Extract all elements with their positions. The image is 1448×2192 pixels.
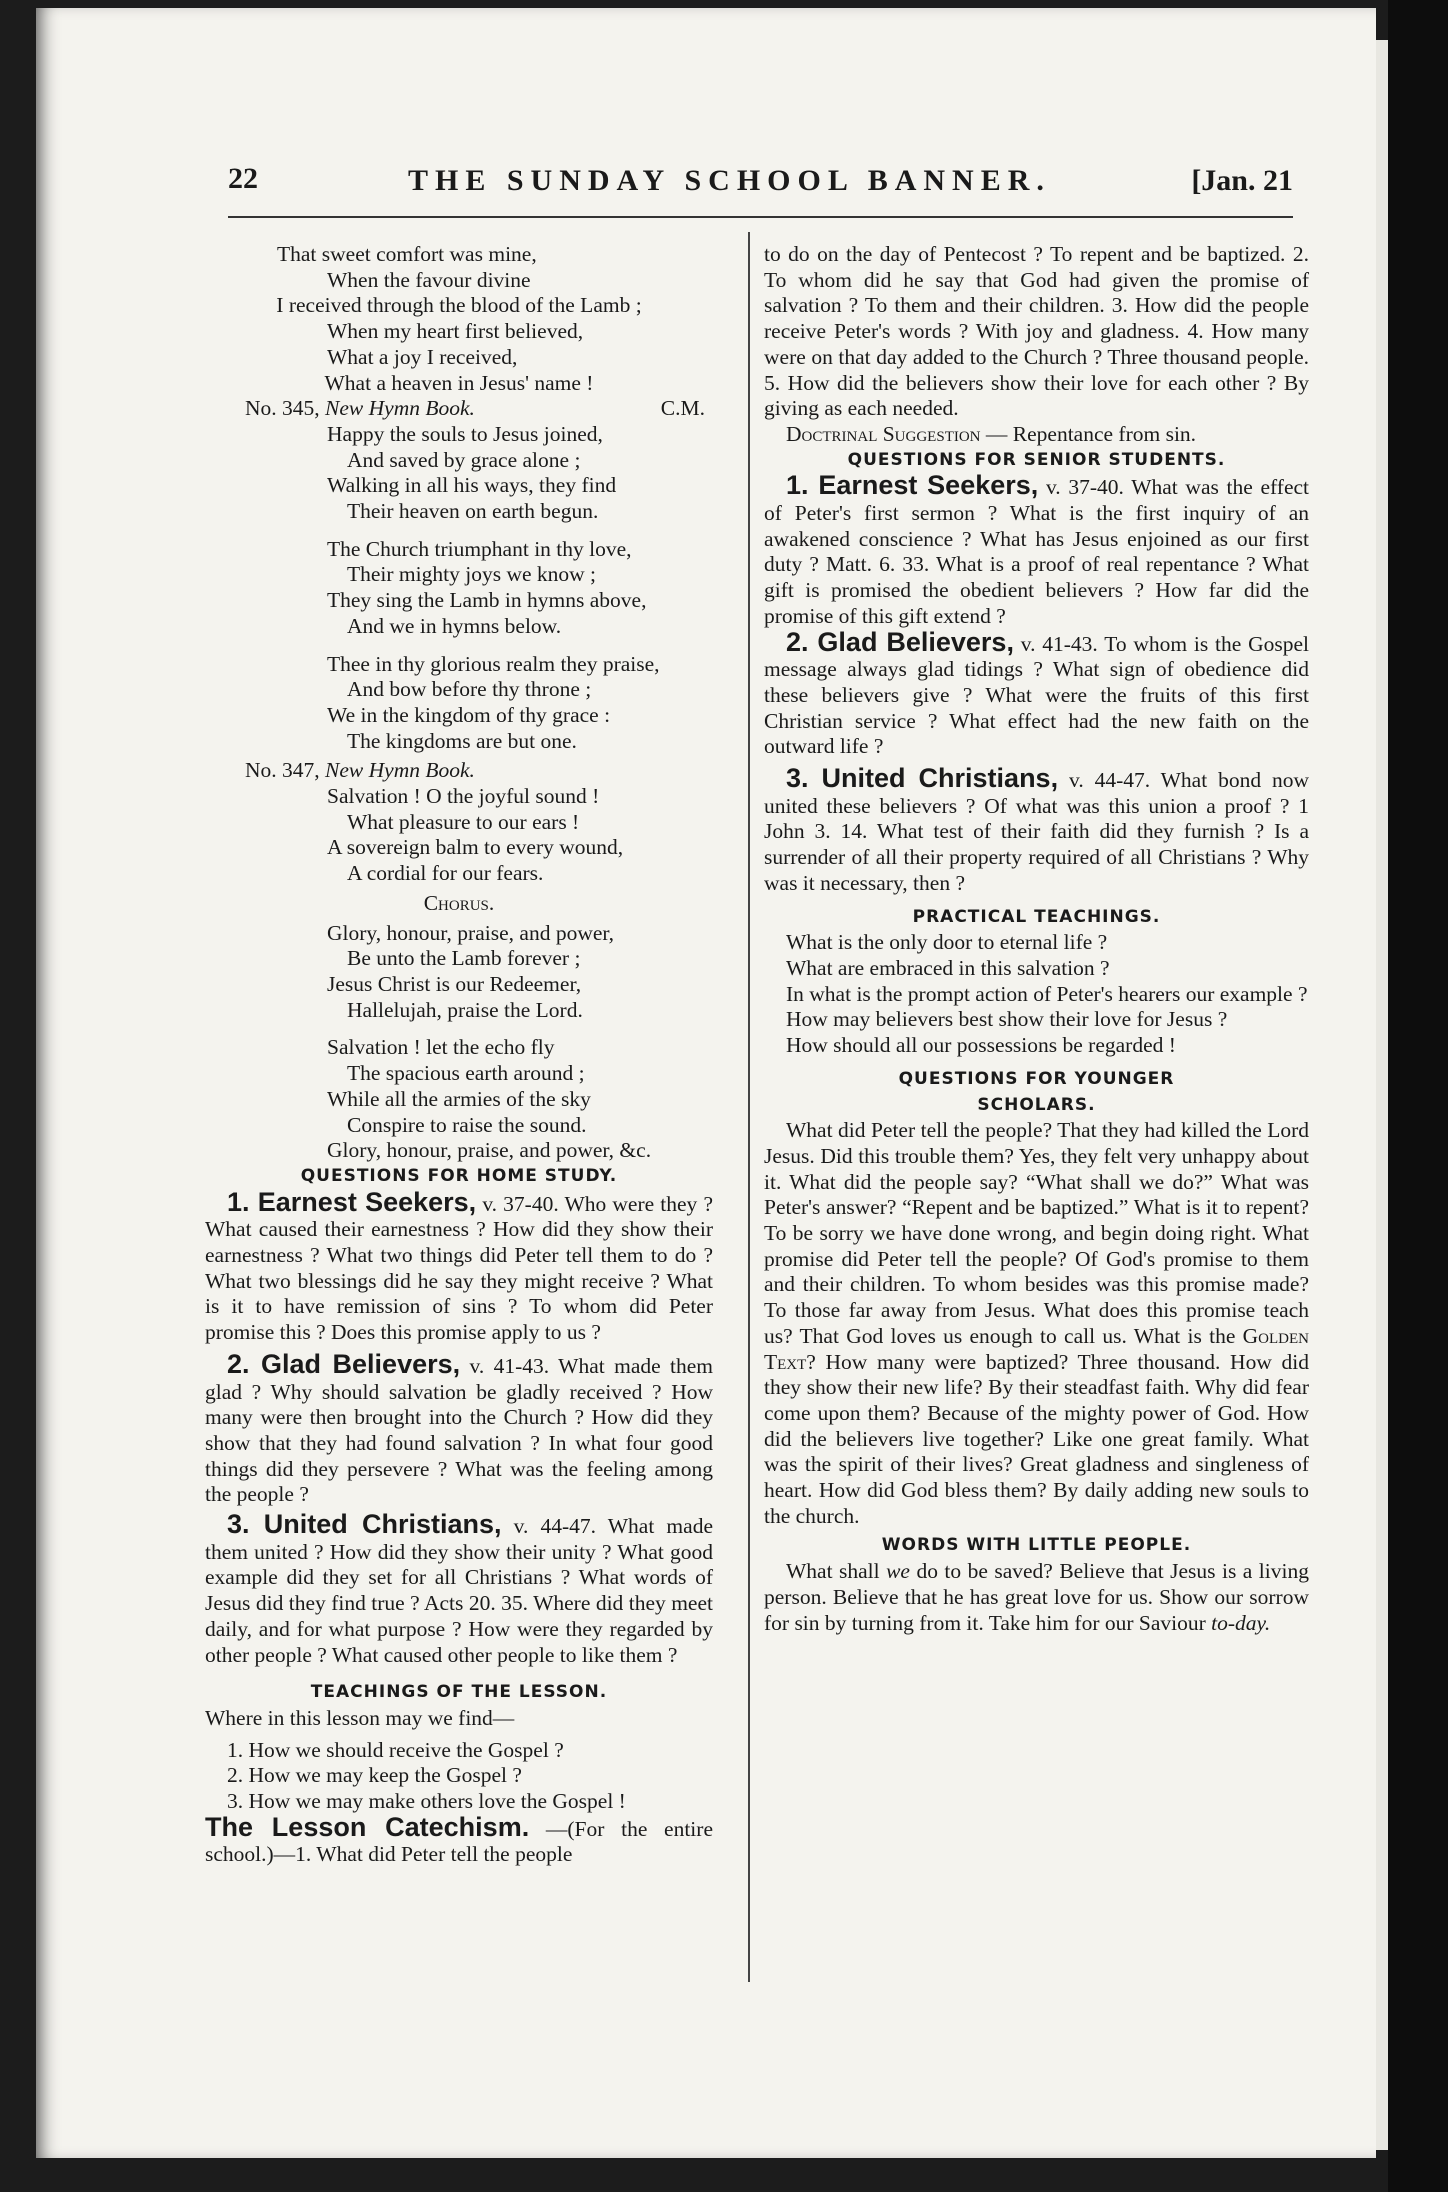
hymn-347-chorus [205,921,713,1164]
page-date: [Jan. 21 [1191,164,1293,197]
verse-line: A sovereign balm to every wound, [327,835,624,860]
verse-line: Salvation ! O the joyful sound ! [327,784,600,809]
hymn-book: New Hymn Book. [325,758,475,783]
page-title: THE SUNDAY SCHOOL BANNER. [408,164,1051,197]
verse-line: Conspire to raise the sound. [347,1112,587,1137]
verse-line: Walking in all his ways, they find [327,473,617,498]
catechism-continued: to do on the day of Pentecost ? To repent and be baptized. 2. To whom did he say that God had given the promise of salvation ? To them and their children. 3. How did the people receive Peter's words ? With joy and gladness. 4. How many were on that day added to the Church ? Three thousand people. 5. How did the believers show their love for each other ? By giving as each needed. [764,242,1309,421]
list-item: 3. How we may make others love the Gospel ! [227,1789,626,1814]
left-column [205,242,713,1868]
verse-line: They sing the Lamb in hymns above, [327,588,647,613]
verse-line: And saved by grace alone ; [347,447,581,472]
hymn-number-347 [205,758,713,784]
verse-line: What a heaven in Jesus' name ! [324,370,594,395]
home-question-3: 3. United Christians, v. 44-47. What made them united ? How did they show their unity ? What good example did they set for all Christians ? What words of Jesus did they find true ? Acts 20. 35. Where did they meet daily, and for what purpose ? How were they regarded by other people ? What caused other people to like them ? [205,1509,713,1667]
hymn-347-verse [205,784,713,887]
hymn-stanza [205,242,713,396]
verse-line: And we in hymns below. [347,613,562,638]
verse-line: The spacious earth around ; [347,1061,585,1086]
book-spine-shadow [1388,0,1448,2192]
verse-line: Thee in thy glorious realm they praise, [327,651,660,676]
verse-line: That sweet comfort was mine, [277,242,537,266]
verse-line: The kingdoms are but one. [347,728,577,753]
teachings-list [205,1738,713,1815]
little-people-heading: WORDS WITH LITTLE PEOPLE. [881,1535,1192,1556]
teachings-heading: TEACHINGS OF THE LESSON. [310,1682,608,1703]
verse-line: What a joy I received, [327,344,518,369]
verse-line: When the favour divine [327,267,531,292]
list-item: How may believers best show their love for Jesus ? [786,1007,1228,1032]
hymn-meter: C.M. [660,396,705,421]
home-study-heading: QUESTIONS FOR HOME STUDY. [300,1165,618,1186]
senior-heading: QUESTIONS FOR SENIOR STUDENTS. [847,449,1226,470]
lesson-catechism: The Lesson Catechism. —(For the entire school.)—1. What did Peter tell the people [205,1811,713,1867]
hymn-number: No. 347, [245,758,320,783]
verse-line: Be unto the Lamb forever ; [347,946,581,971]
list-item: What is the only door to eternal life ? [786,930,1108,955]
list-item: In what is the prompt action of Peter's hearers our example ? [786,981,1308,1006]
practical-list [764,930,1309,1059]
page-number: 22 [228,162,258,195]
younger-questions: What did Peter tell the people? That they had killed the Lord Jesus. Did this trouble them? Yes, they felt very unhappy about it. What did the people say? “What shall we do?” What was Peter's answer? “Repent and be baptized.” What is it to repent? To be sorry we have done wrong, and begin doing right. What promise did Peter tell the people? Of God's promise to them and their children. To whom besides was this promise made? To those far away from Jesus. What does this promise teach us? That God loves us enough to call us. What is the Golden Text? How many were baptized? Three thousand. How did they show their new life? By their steadfast faith. Why did fear come upon them? Because of the mighty power of God. How did the believers live together? Like one great family. What was the spirit of their lives? Great gladness and singleness of heart. How did God bless them? By daily adding new souls to the church. [764,1118,1309,1528]
hymn-book: New Hymn Book. [325,396,475,421]
senior-question-3: 3. United Christians, v. 44-47. What bond now united these believers ? Of what was this union a proof ? 1 John 3. 14. What test of their faith did they furnish ? Is a surrender of all their property required of all Christians ? Why was it necessary, then ? [764,763,1309,895]
home-question-1: 1. Earnest Seekers, v. 37-40. Who were they ? What caused their earnestness ? How did they show their earnestness ? What two things did Peter tell them to do ? What two blessings did he say they might receive ? What is it to have remission of sins ? To whom did Peter promise this ? Does this promise apply to us ? [205,1186,713,1345]
verse-line: The Church triumphant in thy love, [327,536,632,561]
list-item: How should all our possessions be regarded ! [786,1033,1176,1058]
running-header [228,158,1293,208]
verse-line: And bow before thy throne ; [347,677,592,702]
list-item: What are embraced in this salvation ? [786,955,1110,980]
hymn-number-345 [205,396,713,422]
verse-line: Their heaven on earth begun. [347,499,599,524]
hymn-345-verses [205,422,713,754]
verse-line: I received through the blood of the Lamb ; [276,293,642,318]
stanza-gap [205,1023,713,1035]
stanza-gap [205,640,713,652]
practical-heading: PRACTICAL TEACHINGS. [912,906,1161,927]
list-item: 2. How we may keep the Gospel ? [227,1763,522,1788]
verse-line: What pleasure to our ears ! [347,809,580,834]
verse-line: A cordial for our fears. [347,861,544,886]
verse-line: When my heart first believed, [327,319,584,344]
verse-line: Glory, honour, praise, and power, [327,920,615,945]
header-rule [228,216,1293,218]
list-item: 1. How we should receive the Gospel ? [227,1737,564,1762]
column-rule [748,232,750,1982]
senior-question-1: 1. Earnest Seekers, v. 37-40. What was the effect of Peter's first sermon ? What is the first inquiry of an awakened conscience ? What has Jesus enjoined as our first duty ? Matt. 6. 33. What is a proof of real repentance ? What gift is promised the obedient believers ? How far did the promise of this gift extend ? [764,470,1310,628]
teachings-intro: Where in this lesson may we find— [205,1705,515,1730]
chorus-label: Chorus. [423,890,495,915]
stanza-gap [205,525,713,537]
little-people-text: What shall we do to be saved? Believe that Jesus is a living person. Believe that he has great love for us. Show our sorrow for sin by turning from it. Take him for our Saviour to-day. [764,1559,1309,1635]
right-column [764,242,1309,1636]
hymn-number: No. 345, [245,396,320,421]
younger-heading: QUESTIONS FOR YOUNGER SCHOLARS. [898,1068,1175,1115]
verse-line: Jesus Christ is our Redeemer, [327,971,582,996]
verse-line: Their mighty joys we know ; [347,562,597,587]
senior-question-2: 2. Glad Believers, v. 41-43. To whom is the Gospel message always glad tidings ? What sign of obedience did these believers give ? What were the fruits of this first Christian service ? What effect had the new faith on the outward life ? [764,626,1309,759]
home-question-2: 2. Glad Believers, v. 41-43. What made them glad ? Why should salvation be gladly received ? How many were then brought into the Church ? How did they show that they had found salvation ? In what four good things did they persevere ? What was the feeling among the people ? [205,1348,714,1507]
doctrinal-suggestion: Doctrinal Suggestion — Repentance from sin. [786,421,1197,446]
verse-line: Hallelujah, praise the Lord. [347,997,583,1022]
verse-line: Salvation ! let the echo fly [327,1035,555,1060]
verse-line: We in the kingdom of thy grace : [327,702,611,727]
verse-line: Happy the souls to Jesus joined, [327,421,603,446]
verse-line: Glory, honour, praise, and power, &c. [327,1138,652,1163]
verse-line: While all the armies of the sky [327,1086,591,1111]
